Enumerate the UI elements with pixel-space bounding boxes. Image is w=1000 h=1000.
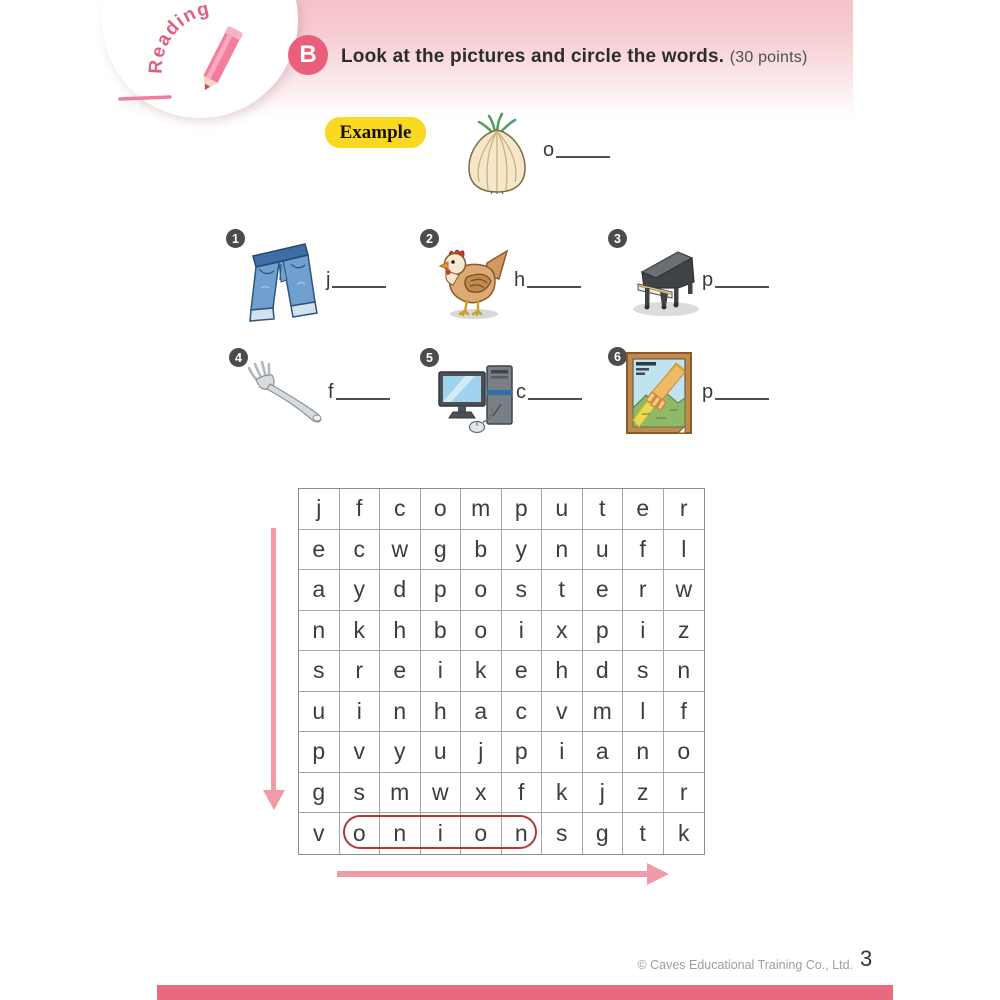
- grid-cell[interactable]: n: [664, 651, 705, 692]
- grid-cell[interactable]: y: [502, 530, 543, 571]
- grid-cell[interactable]: g: [299, 773, 340, 814]
- grid-cell[interactable]: w: [664, 570, 705, 611]
- item-number-6: 6: [608, 347, 627, 366]
- grid-cell[interactable]: f: [340, 489, 381, 530]
- piano-illustration: [628, 246, 704, 318]
- copyright-text: © Caves Educational Training Co., Ltd.: [637, 958, 853, 972]
- grid-cell[interactable]: w: [380, 530, 421, 571]
- grid-cell[interactable]: c: [380, 489, 421, 530]
- grid-cell[interactable]: u: [421, 732, 462, 773]
- circled-word-overlay: [343, 815, 537, 849]
- answer-blank[interactable]: [332, 286, 386, 288]
- example-label: Example: [325, 117, 426, 148]
- grid-cell[interactable]: j: [583, 773, 624, 814]
- points-label: (30 points): [729, 49, 808, 66]
- grid-cell[interactable]: o: [461, 813, 502, 854]
- grid-cell[interactable]: l: [623, 692, 664, 733]
- example-answer: [543, 132, 610, 160]
- grid-cell[interactable]: e: [502, 651, 543, 692]
- grid-cell[interactable]: i: [340, 692, 381, 733]
- grid-cell[interactable]: m: [380, 773, 421, 814]
- reading-badge: [100, 0, 300, 135]
- grid-cell[interactable]: i: [542, 732, 583, 773]
- grid-cell[interactable]: s: [340, 773, 381, 814]
- item-answer-2: [514, 262, 581, 290]
- grid-cell[interactable]: t: [623, 813, 664, 854]
- grid-cell[interactable]: x: [542, 611, 583, 652]
- read-down-arrow: [271, 528, 276, 790]
- grid-cell[interactable]: h: [421, 692, 462, 733]
- grid-cell[interactable]: z: [664, 611, 705, 652]
- fork-illustration: [243, 360, 331, 426]
- item-number-3: 3: [608, 229, 627, 248]
- item-number-2: 2: [420, 229, 439, 248]
- grid-cell[interactable]: y: [340, 570, 381, 611]
- grid-cell[interactable]: p: [502, 732, 543, 773]
- grid-cell[interactable]: u: [542, 489, 583, 530]
- computer-illustration: [437, 360, 519, 436]
- grid-cell[interactable]: n: [380, 692, 421, 733]
- grid-cell[interactable]: i: [623, 611, 664, 652]
- grid-cell[interactable]: g: [421, 530, 462, 571]
- badge-label: Reading: [145, 0, 213, 75]
- grid-cell[interactable]: j: [461, 732, 502, 773]
- grid-cell[interactable]: n: [623, 732, 664, 773]
- answer-letter: f: [328, 381, 334, 403]
- answer-blank[interactable]: [715, 286, 769, 288]
- grid-cell[interactable]: p: [421, 570, 462, 611]
- grid-cell[interactable]: s: [299, 651, 340, 692]
- answer-blank[interactable]: [556, 156, 610, 158]
- answer-blank[interactable]: [336, 398, 390, 400]
- answer-letter: o: [543, 139, 555, 161]
- grid-cell[interactable]: u: [299, 692, 340, 733]
- grid-cell[interactable]: a: [299, 570, 340, 611]
- grid-cell[interactable]: p: [583, 611, 624, 652]
- grid-cell[interactable]: r: [664, 773, 705, 814]
- item-answer-6: [702, 374, 769, 402]
- grid-cell[interactable]: o: [461, 611, 502, 652]
- grid-cell[interactable]: v: [299, 813, 340, 854]
- item-answer-4: [328, 374, 390, 402]
- grid-cell[interactable]: o: [461, 570, 502, 611]
- grid-cell[interactable]: s: [542, 813, 583, 854]
- grid-cell[interactable]: w: [421, 773, 462, 814]
- grid-cell[interactable]: u: [583, 530, 624, 571]
- grid-cell[interactable]: i: [421, 813, 462, 854]
- grid-cell[interactable]: f: [664, 692, 705, 733]
- grid-cell[interactable]: v: [340, 732, 381, 773]
- item-number-1: 1: [226, 229, 245, 248]
- hen-illustration: [437, 243, 511, 321]
- bottom-accent-bar: [157, 985, 893, 1000]
- answer-blank[interactable]: [715, 398, 769, 400]
- word-search-grid: [298, 488, 705, 855]
- read-down-arrow-head: [263, 790, 285, 810]
- grid-cell[interactable]: v: [542, 692, 583, 733]
- grid-cell[interactable]: o: [421, 489, 462, 530]
- grid-cell[interactable]: m: [461, 489, 502, 530]
- grid-cell[interactable]: e: [623, 489, 664, 530]
- item-number-5: 5: [420, 348, 439, 367]
- item-answer-5: [516, 374, 582, 402]
- grid-cell[interactable]: s: [623, 651, 664, 692]
- item-answer-1: [326, 262, 386, 290]
- grid-cell[interactable]: f: [502, 773, 543, 814]
- poster-illustration: [626, 352, 692, 436]
- grid-cell[interactable]: k: [461, 651, 502, 692]
- grid-cell[interactable]: x: [461, 773, 502, 814]
- grid-cell[interactable]: c: [340, 530, 381, 571]
- instruction-main: Look at the pictures and circle the words.: [341, 46, 725, 67]
- page-number: 3: [860, 946, 873, 971]
- grid-cell[interactable]: i: [502, 611, 543, 652]
- answer-blank[interactable]: [528, 398, 582, 400]
- item-number-4: 4: [229, 348, 248, 367]
- grid-cell[interactable]: h: [542, 651, 583, 692]
- grid-cell[interactable]: i: [421, 651, 462, 692]
- grid-cell[interactable]: n: [502, 813, 543, 854]
- onion-illustration: [464, 110, 530, 194]
- grid-cell[interactable]: h: [380, 611, 421, 652]
- grid-cell[interactable]: b: [421, 611, 462, 652]
- grid-cell[interactable]: t: [583, 489, 624, 530]
- grid-cell[interactable]: g: [583, 813, 624, 854]
- grid-cell[interactable]: d: [380, 570, 421, 611]
- grid-cell[interactable]: p: [299, 732, 340, 773]
- grid-cell[interactable]: n: [380, 813, 421, 854]
- item-answer-3: [702, 262, 769, 290]
- grid-cell[interactable]: z: [623, 773, 664, 814]
- read-right-arrow-head: [647, 863, 669, 885]
- answer-letter: j: [326, 269, 331, 291]
- grid-cell[interactable]: e: [299, 530, 340, 571]
- grid-cell[interactable]: m: [583, 692, 624, 733]
- grid-cell[interactable]: n: [299, 611, 340, 652]
- grid-cell[interactable]: o: [340, 813, 381, 854]
- grid-cell[interactable]: r: [623, 570, 664, 611]
- answer-letter: p: [702, 381, 714, 403]
- answer-letter: c: [516, 381, 526, 403]
- answer-letter: p: [702, 269, 714, 291]
- grid-cell[interactable]: e: [583, 570, 624, 611]
- instruction-text: [341, 46, 808, 68]
- pencil-stroke: [120, 97, 170, 99]
- grid-cell[interactable]: d: [583, 651, 624, 692]
- grid-cell[interactable]: r: [664, 489, 705, 530]
- grid-cell[interactable]: k: [678, 819, 690, 846]
- grid-cell[interactable]: k: [542, 773, 583, 814]
- grid-cell[interactable]: p: [502, 489, 543, 530]
- grid-cell[interactable]: c: [502, 692, 543, 733]
- answer-letter: h: [514, 269, 526, 291]
- grid-cell[interactable]: l: [664, 530, 705, 571]
- read-right-arrow: [337, 871, 647, 877]
- grid-cell[interactable]: n: [542, 530, 583, 571]
- jeans-illustration: [243, 240, 323, 324]
- grid-cell[interactable]: y: [380, 732, 421, 773]
- grid-cell[interactable]: f: [623, 530, 664, 571]
- grid-cell[interactable]: a: [583, 732, 624, 773]
- grid-cell[interactable]: a: [461, 692, 502, 733]
- grid-cell[interactable]: b: [461, 530, 502, 571]
- grid-cell[interactable]: e: [380, 651, 421, 692]
- answer-blank[interactable]: [527, 286, 581, 288]
- grid-cell[interactable]: k: [340, 611, 381, 652]
- grid-cell[interactable]: o: [664, 732, 705, 773]
- grid-cell[interactable]: r: [340, 651, 381, 692]
- grid-cell[interactable]: j: [299, 489, 340, 530]
- grid-cell[interactable]: s: [502, 570, 543, 611]
- grid-cell[interactable]: t: [542, 570, 583, 611]
- section-letter-badge: B: [288, 35, 328, 75]
